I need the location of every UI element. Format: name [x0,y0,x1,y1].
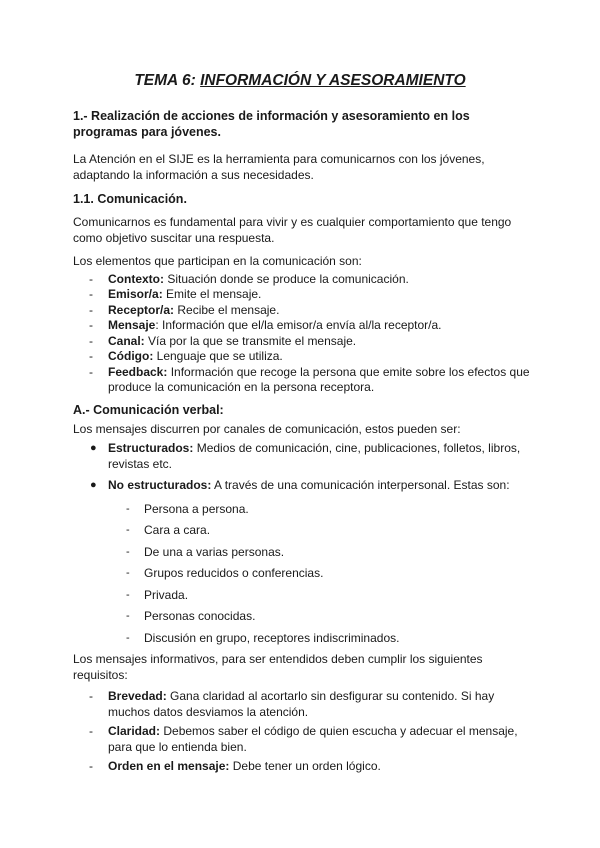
section-1-1-heading: 1.1. Comunicación. [73,192,187,206]
dash-marker: - [89,318,93,332]
dash-marker: - [126,545,130,558]
list-item [73,631,533,647]
section-a-p1: Los mensajes discurren por canales de comunicación, estos pueden ser: [73,421,461,436]
list-item [73,287,533,303]
list-item [73,441,533,472]
term: Código: [108,349,154,363]
list-item [73,478,533,646]
desc: Medios de comunicación, cine, publicaciones, folletos, libros, revistas etc. [108,441,521,471]
section-a-p2: Los mensajes informativos, para ser entendidos deben cumplir los siguientes requisitos: [73,652,483,682]
page-title [0,72,600,90]
list-item [73,545,533,561]
section-a-heading: A.- Comunicación verbal: [73,402,224,417]
term: Mensaje [108,318,156,332]
bullet-marker: ● [90,479,97,491]
list-item [73,609,533,625]
list-item [73,334,533,350]
dash-marker: - [89,302,93,317]
list-item [73,588,533,604]
dash-marker: - [89,689,93,703]
term: Feedback: [108,364,168,379]
list-item [73,523,533,539]
list-item [73,566,533,582]
communication-elements-list [73,272,533,396]
dash-marker: - [89,333,93,348]
desc: A través de una comunicación interpersonal. Estas son: [211,478,510,492]
desc: Situación donde se produce la comunicación. [164,271,409,286]
item-text: Personas conocidas. [144,609,256,623]
term: Orden en el mensaje: [108,759,230,773]
term: Estructurados: [108,441,194,455]
desc: Vía por la que se transmite el mensaje. [144,333,357,348]
item-text: Privada. [144,587,189,602]
term: Canal: [108,333,145,348]
dash-marker: - [89,349,93,363]
document-body [73,108,533,781]
desc: Debe tener un orden lógico. [229,759,381,773]
desc: : Información que el/la emisor/a envía al/la receptor/a. [155,318,442,332]
channel-types-list [73,441,533,646]
section-1-1-p2: Los elementos que participan en la comunicación son: [73,254,362,268]
interpersonal-list [73,502,533,647]
list-item [73,724,533,755]
dash-marker: - [126,567,130,579]
list-item [73,349,533,365]
term: Receptor/a: [108,302,175,317]
dash-marker: - [89,724,93,738]
desc: Debemos saber el código de quien escucha y adecuar el mensaje, para que lo entienda bien. [108,724,518,754]
term: No estructurados: [108,478,212,492]
list-item [73,318,533,334]
dash-marker: - [126,588,130,601]
section-1-intro: La Atención en el SIJE es la herramienta para comunicarnos con los jóvenes, adaptando la información a sus necesidades. [73,152,485,182]
list-item [73,759,533,775]
item-text: De una a varias personas. [144,544,285,559]
title-prefix: TEMA 6: [134,72,196,89]
dash-marker: - [126,524,130,536]
term: Contexto: [108,271,164,286]
requirements-list [73,689,533,775]
desc: Gana claridad al acortarlo sin desfigurar su contenido. Si hay muchos datos desviamos la atención. [108,689,495,719]
dash-marker: - [89,287,93,301]
term: Brevedad: [108,689,167,703]
list-item [73,272,533,288]
dash-marker: - [126,610,130,622]
list-item [73,689,533,720]
item-text: Grupos reducidos o conferencias. [144,566,324,580]
dash-marker: - [126,631,130,644]
title-underlined: INFORMACIÓN Y ASESORAMIENTO [200,72,466,89]
list-item [73,502,533,518]
item-text: Persona a persona. [144,501,249,516]
desc: Información que recoge la persona que emite sobre los efectos que produce la comunicación en la persona receptora. [108,364,530,394]
term: Claridad: [108,724,161,738]
section-1-heading: 1.- Realización de acciones de información y asesoramiento en los programas para jóvenes. [73,109,470,139]
desc: Lenguaje que se utiliza. [153,349,283,363]
dash-marker: - [89,759,93,773]
dash-marker: - [126,502,130,515]
list-item [73,303,533,319]
term: Emisor/a: [108,287,163,301]
bullet-marker: ● [90,442,97,454]
desc: Recibe el mensaje. [174,302,280,317]
item-text: Discusión en grupo, receptores indiscriminados. [144,630,400,645]
item-text: Cara a cara. [144,523,211,537]
desc: Emite el mensaje. [162,287,262,301]
list-item [73,365,533,396]
dash-marker: - [89,364,93,379]
section-1-1-p1: Comunicarnos es fundamental para vivir y es cualquier comportamiento que tengo como objetivo suscitar una respuesta. [73,215,512,245]
dash-marker: - [89,271,93,286]
